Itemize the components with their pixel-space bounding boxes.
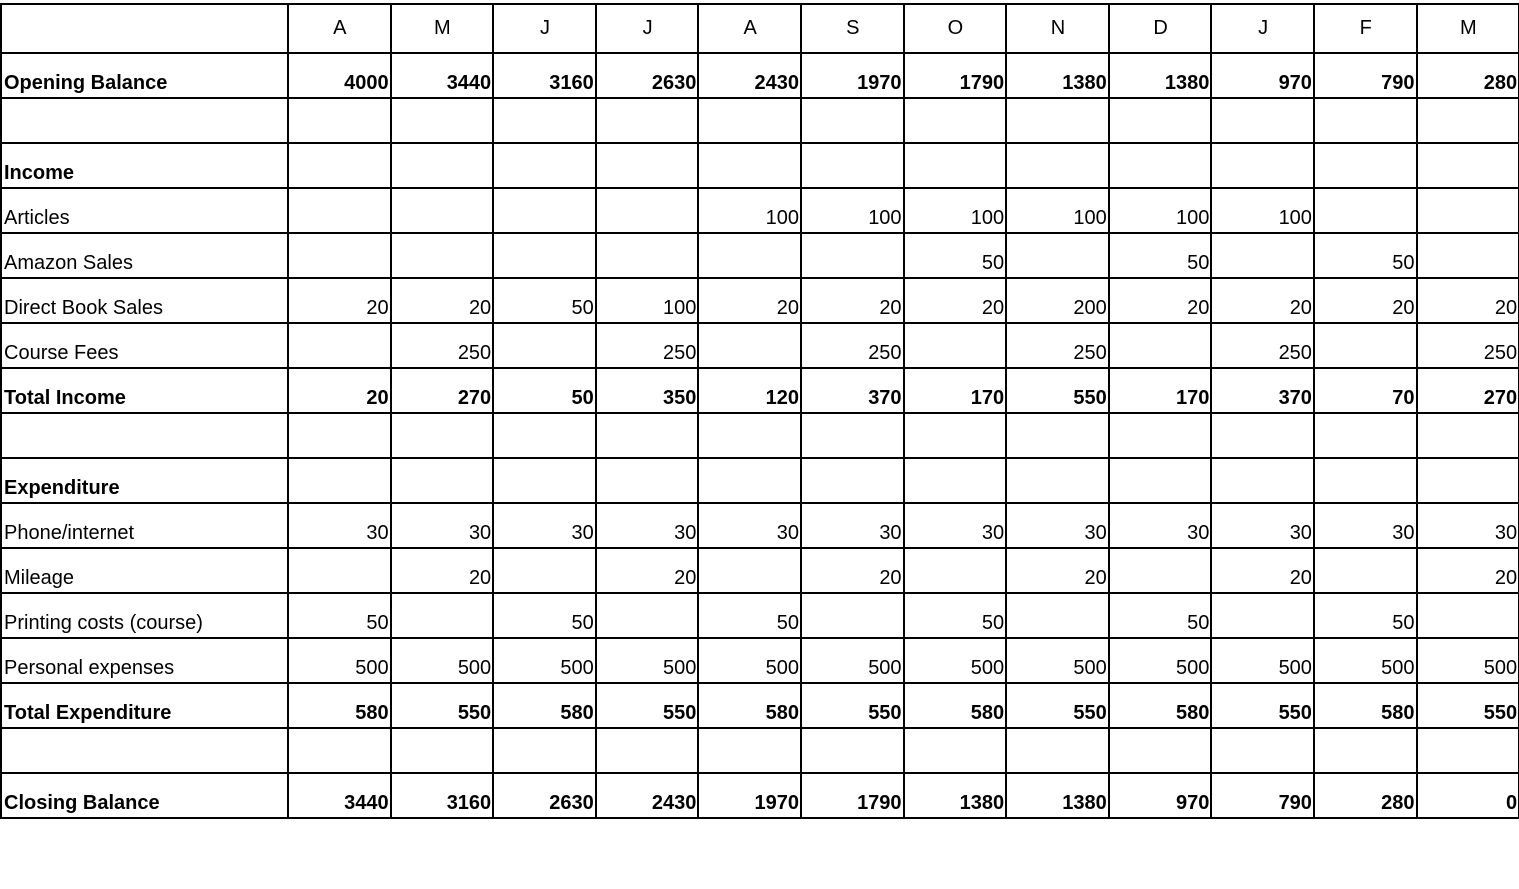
value-cell[interactable] bbox=[1417, 728, 1519, 773]
value-cell[interactable] bbox=[698, 413, 801, 458]
table-row bbox=[1, 188, 1519, 233]
value-cell[interactable] bbox=[698, 728, 801, 773]
value-cell[interactable]: 550 bbox=[596, 683, 699, 728]
value-cell[interactable] bbox=[1314, 143, 1417, 188]
value-cell[interactable] bbox=[288, 728, 391, 773]
row-label-cell[interactable]: Total Income bbox=[1, 368, 288, 413]
value-cell[interactable]: 250 bbox=[596, 323, 699, 368]
value-cell[interactable] bbox=[1314, 548, 1417, 593]
value-cell[interactable]: 2630 bbox=[493, 773, 596, 818]
value-cell[interactable]: 580 bbox=[493, 683, 596, 728]
value-cell[interactable] bbox=[801, 143, 904, 188]
value-cell[interactable]: 500 bbox=[1417, 638, 1519, 683]
value-cell[interactable]: 20 bbox=[1211, 548, 1314, 593]
month-header[interactable]: J bbox=[493, 4, 596, 53]
value-cell[interactable]: 30 bbox=[288, 503, 391, 548]
value-cell[interactable] bbox=[493, 458, 596, 503]
month-header-row bbox=[1, 4, 1519, 53]
value-cell[interactable] bbox=[391, 458, 494, 503]
table-row bbox=[1, 773, 1519, 818]
value-cell[interactable]: 30 bbox=[1314, 503, 1417, 548]
row-label-cell[interactable]: Expenditure bbox=[1, 458, 288, 503]
value-cell[interactable]: 550 bbox=[801, 683, 904, 728]
value-cell[interactable]: 50 bbox=[1109, 593, 1212, 638]
value-cell[interactable] bbox=[1006, 593, 1109, 638]
value-cell[interactable]: 580 bbox=[904, 683, 1007, 728]
table-row bbox=[1, 278, 1519, 323]
value-cell[interactable] bbox=[1109, 323, 1212, 368]
value-cell[interactable] bbox=[1314, 413, 1417, 458]
value-cell[interactable] bbox=[698, 233, 801, 278]
value-cell[interactable]: 50 bbox=[904, 593, 1007, 638]
value-cell[interactable] bbox=[1417, 98, 1519, 143]
value-cell[interactable] bbox=[1006, 98, 1109, 143]
value-cell[interactable]: 20 bbox=[288, 278, 391, 323]
value-cell[interactable] bbox=[391, 593, 494, 638]
table-row bbox=[1, 413, 1519, 458]
value-cell[interactable]: 170 bbox=[904, 368, 1007, 413]
value-cell[interactable]: 790 bbox=[1211, 773, 1314, 818]
value-cell[interactable]: 580 bbox=[698, 683, 801, 728]
value-cell[interactable]: 3160 bbox=[391, 773, 494, 818]
value-cell[interactable] bbox=[493, 98, 596, 143]
value-cell[interactable] bbox=[1109, 458, 1212, 503]
value-cell[interactable]: 500 bbox=[493, 638, 596, 683]
table-row bbox=[1, 503, 1519, 548]
value-cell[interactable]: 20 bbox=[698, 278, 801, 323]
value-cell[interactable]: 250 bbox=[1417, 323, 1519, 368]
value-cell[interactable]: 3160 bbox=[493, 53, 596, 98]
value-cell[interactable]: 20 bbox=[1211, 278, 1314, 323]
value-cell[interactable] bbox=[1211, 98, 1314, 143]
value-cell[interactable] bbox=[1417, 233, 1519, 278]
value-cell[interactable]: 580 bbox=[1314, 683, 1417, 728]
value-cell[interactable]: 100 bbox=[596, 278, 699, 323]
value-cell[interactable]: 580 bbox=[1109, 683, 1212, 728]
value-cell[interactable] bbox=[801, 728, 904, 773]
value-cell[interactable]: 2430 bbox=[596, 773, 699, 818]
value-cell[interactable]: 120 bbox=[698, 368, 801, 413]
row-label-cell[interactable]: Course Fees bbox=[1, 323, 288, 368]
month-header[interactable]: M bbox=[1417, 4, 1519, 53]
value-cell[interactable]: 1380 bbox=[1006, 53, 1109, 98]
value-cell[interactable]: 30 bbox=[493, 503, 596, 548]
table-row bbox=[1, 53, 1519, 98]
value-cell[interactable] bbox=[391, 188, 494, 233]
value-cell[interactable]: 100 bbox=[1006, 188, 1109, 233]
month-header[interactable]: N bbox=[1006, 4, 1109, 53]
row-label-cell[interactable]: Closing Balance bbox=[1, 773, 288, 818]
table-row bbox=[1, 323, 1519, 368]
value-cell[interactable] bbox=[596, 728, 699, 773]
value-cell[interactable]: 500 bbox=[1211, 638, 1314, 683]
value-cell[interactable]: 970 bbox=[1109, 773, 1212, 818]
value-cell[interactable]: 20 bbox=[1417, 548, 1519, 593]
value-cell[interactable]: 20 bbox=[801, 548, 904, 593]
value-cell[interactable] bbox=[288, 413, 391, 458]
value-cell[interactable]: 250 bbox=[801, 323, 904, 368]
row-label-cell[interactable]: Mileage bbox=[1, 548, 288, 593]
value-cell[interactable] bbox=[1417, 593, 1519, 638]
value-cell[interactable] bbox=[1006, 233, 1109, 278]
value-cell[interactable] bbox=[698, 458, 801, 503]
value-cell[interactable]: 500 bbox=[288, 638, 391, 683]
value-cell[interactable]: 2630 bbox=[596, 53, 699, 98]
value-cell[interactable]: 970 bbox=[1211, 53, 1314, 98]
value-cell[interactable] bbox=[1417, 458, 1519, 503]
value-cell[interactable]: 500 bbox=[1006, 638, 1109, 683]
value-cell[interactable]: 50 bbox=[698, 593, 801, 638]
value-cell[interactable]: 500 bbox=[596, 638, 699, 683]
value-cell[interactable]: 20 bbox=[1417, 278, 1519, 323]
value-cell[interactable] bbox=[801, 593, 904, 638]
value-cell[interactable]: 100 bbox=[904, 188, 1007, 233]
value-cell[interactable] bbox=[1211, 413, 1314, 458]
row-label-cell[interactable] bbox=[1, 728, 288, 773]
value-cell[interactable]: 280 bbox=[1417, 53, 1519, 98]
value-cell[interactable] bbox=[801, 233, 904, 278]
value-cell[interactable]: 30 bbox=[1417, 503, 1519, 548]
value-cell[interactable] bbox=[288, 548, 391, 593]
value-cell[interactable]: 50 bbox=[1109, 233, 1212, 278]
value-cell[interactable]: 500 bbox=[801, 638, 904, 683]
value-cell[interactable] bbox=[391, 728, 494, 773]
value-cell[interactable] bbox=[1417, 143, 1519, 188]
value-cell[interactable]: 20 bbox=[391, 548, 494, 593]
value-cell[interactable]: 100 bbox=[801, 188, 904, 233]
value-cell[interactable] bbox=[904, 548, 1007, 593]
value-cell[interactable]: 1970 bbox=[801, 53, 904, 98]
value-cell[interactable]: 1790 bbox=[801, 773, 904, 818]
table-row bbox=[1, 593, 1519, 638]
corner-cell[interactable] bbox=[1, 4, 288, 53]
value-cell[interactable]: 100 bbox=[1109, 188, 1212, 233]
value-cell[interactable] bbox=[904, 143, 1007, 188]
value-cell[interactable]: 250 bbox=[1006, 323, 1109, 368]
value-cell[interactable] bbox=[493, 188, 596, 233]
value-cell[interactable]: 100 bbox=[1211, 188, 1314, 233]
value-cell[interactable]: 20 bbox=[391, 278, 494, 323]
table-row bbox=[1, 548, 1519, 593]
value-cell[interactable]: 280 bbox=[1314, 773, 1417, 818]
value-cell[interactable] bbox=[1109, 98, 1212, 143]
month-header[interactable]: A bbox=[698, 4, 801, 53]
value-cell[interactable]: 580 bbox=[288, 683, 391, 728]
value-cell[interactable]: 3440 bbox=[288, 773, 391, 818]
value-cell[interactable] bbox=[493, 143, 596, 188]
value-cell[interactable] bbox=[493, 413, 596, 458]
value-cell[interactable] bbox=[596, 98, 699, 143]
cashflow-table bbox=[0, 3, 1519, 819]
value-cell[interactable] bbox=[904, 323, 1007, 368]
value-cell[interactable]: 550 bbox=[391, 683, 494, 728]
value-cell[interactable]: 50 bbox=[493, 593, 596, 638]
value-cell[interactable]: 1380 bbox=[1109, 53, 1212, 98]
month-header[interactable]: M bbox=[391, 4, 494, 53]
value-cell[interactable]: 500 bbox=[1109, 638, 1212, 683]
value-cell[interactable]: 30 bbox=[391, 503, 494, 548]
value-cell[interactable] bbox=[1314, 323, 1417, 368]
value-cell[interactable] bbox=[1211, 728, 1314, 773]
value-cell[interactable] bbox=[1417, 188, 1519, 233]
value-cell[interactable]: 4000 bbox=[288, 53, 391, 98]
value-cell[interactable] bbox=[1314, 188, 1417, 233]
value-cell[interactable] bbox=[596, 413, 699, 458]
value-cell[interactable] bbox=[391, 413, 494, 458]
value-cell[interactable]: 30 bbox=[801, 503, 904, 548]
row-label-cell[interactable]: Income bbox=[1, 143, 288, 188]
row-label-cell[interactable]: Personal expenses bbox=[1, 638, 288, 683]
value-cell[interactable]: 550 bbox=[1006, 368, 1109, 413]
table-body bbox=[1, 4, 1519, 818]
month-header[interactable]: D bbox=[1109, 4, 1212, 53]
value-cell[interactable] bbox=[288, 233, 391, 278]
month-header[interactable]: F bbox=[1314, 4, 1417, 53]
value-cell[interactable]: 1380 bbox=[1006, 773, 1109, 818]
month-header[interactable]: O bbox=[904, 4, 1007, 53]
value-cell[interactable] bbox=[801, 98, 904, 143]
value-cell[interactable] bbox=[1109, 143, 1212, 188]
value-cell[interactable]: 550 bbox=[1211, 683, 1314, 728]
value-cell[interactable] bbox=[1006, 458, 1109, 503]
value-cell[interactable] bbox=[1109, 413, 1212, 458]
value-cell[interactable] bbox=[288, 188, 391, 233]
table-row bbox=[1, 458, 1519, 503]
value-cell[interactable]: 20 bbox=[1109, 278, 1212, 323]
value-cell[interactable]: 270 bbox=[1417, 368, 1519, 413]
value-cell[interactable] bbox=[596, 233, 699, 278]
value-cell[interactable]: 50 bbox=[493, 368, 596, 413]
value-cell[interactable] bbox=[1314, 98, 1417, 143]
value-cell[interactable]: 20 bbox=[596, 548, 699, 593]
value-cell[interactable]: 3440 bbox=[391, 53, 494, 98]
value-cell[interactable] bbox=[1211, 233, 1314, 278]
value-cell[interactable] bbox=[493, 323, 596, 368]
value-cell[interactable]: 170 bbox=[1109, 368, 1212, 413]
value-cell[interactable] bbox=[904, 413, 1007, 458]
value-cell[interactable]: 30 bbox=[1211, 503, 1314, 548]
value-cell[interactable]: 790 bbox=[1314, 53, 1417, 98]
value-cell[interactable] bbox=[288, 98, 391, 143]
value-cell[interactable] bbox=[1109, 548, 1212, 593]
month-header[interactable]: S bbox=[801, 4, 904, 53]
value-cell[interactable] bbox=[698, 98, 801, 143]
value-cell[interactable]: 250 bbox=[391, 323, 494, 368]
value-cell[interactable]: 550 bbox=[1417, 683, 1519, 728]
value-cell[interactable]: 30 bbox=[1006, 503, 1109, 548]
row-label-cell[interactable]: Amazon Sales bbox=[1, 233, 288, 278]
value-cell[interactable]: 350 bbox=[596, 368, 699, 413]
value-cell[interactable] bbox=[698, 548, 801, 593]
value-cell[interactable]: 500 bbox=[698, 638, 801, 683]
value-cell[interactable]: 50 bbox=[493, 278, 596, 323]
month-header[interactable]: J bbox=[596, 4, 699, 53]
value-cell[interactable] bbox=[288, 458, 391, 503]
table-row bbox=[1, 638, 1519, 683]
value-cell[interactable]: 20 bbox=[288, 368, 391, 413]
value-cell[interactable] bbox=[801, 458, 904, 503]
value-cell[interactable]: 370 bbox=[1211, 368, 1314, 413]
value-cell[interactable]: 2430 bbox=[698, 53, 801, 98]
value-cell[interactable]: 70 bbox=[1314, 368, 1417, 413]
table-row bbox=[1, 683, 1519, 728]
value-cell[interactable]: 500 bbox=[904, 638, 1007, 683]
value-cell[interactable]: 100 bbox=[698, 188, 801, 233]
value-cell[interactable] bbox=[1006, 143, 1109, 188]
value-cell[interactable]: 250 bbox=[1211, 323, 1314, 368]
value-cell[interactable]: 50 bbox=[1314, 593, 1417, 638]
value-cell[interactable]: 20 bbox=[1006, 548, 1109, 593]
value-cell[interactable]: 50 bbox=[904, 233, 1007, 278]
row-label-cell[interactable]: Total Expenditure bbox=[1, 683, 288, 728]
value-cell[interactable]: 50 bbox=[1314, 233, 1417, 278]
value-cell[interactable]: 500 bbox=[391, 638, 494, 683]
value-cell[interactable] bbox=[904, 728, 1007, 773]
value-cell[interactable]: 30 bbox=[596, 503, 699, 548]
table-row bbox=[1, 98, 1519, 143]
row-label-cell[interactable] bbox=[1, 413, 288, 458]
row-label-cell[interactable]: Phone/internet bbox=[1, 503, 288, 548]
value-cell[interactable] bbox=[904, 98, 1007, 143]
value-cell[interactable] bbox=[1006, 728, 1109, 773]
value-cell[interactable]: 30 bbox=[698, 503, 801, 548]
table-row bbox=[1, 233, 1519, 278]
value-cell[interactable]: 30 bbox=[904, 503, 1007, 548]
value-cell[interactable] bbox=[596, 593, 699, 638]
value-cell[interactable]: 200 bbox=[1006, 278, 1109, 323]
value-cell[interactable] bbox=[288, 143, 391, 188]
value-cell[interactable] bbox=[391, 233, 494, 278]
value-cell[interactable] bbox=[1109, 728, 1212, 773]
month-header[interactable]: A bbox=[288, 4, 391, 53]
row-label-cell[interactable]: Articles bbox=[1, 188, 288, 233]
row-label-cell[interactable] bbox=[1, 98, 288, 143]
value-cell[interactable] bbox=[1314, 458, 1417, 503]
table-row bbox=[1, 368, 1519, 413]
value-cell[interactable] bbox=[596, 143, 699, 188]
value-cell[interactable] bbox=[1417, 413, 1519, 458]
value-cell[interactable]: 0 bbox=[1417, 773, 1519, 818]
value-cell[interactable]: 20 bbox=[904, 278, 1007, 323]
value-cell[interactable]: 500 bbox=[1314, 638, 1417, 683]
row-label-cell[interactable]: Printing costs (course) bbox=[1, 593, 288, 638]
value-cell[interactable] bbox=[288, 323, 391, 368]
value-cell[interactable] bbox=[391, 98, 494, 143]
value-cell[interactable] bbox=[698, 143, 801, 188]
row-label-cell[interactable]: Opening Balance bbox=[1, 53, 288, 98]
value-cell[interactable] bbox=[1211, 593, 1314, 638]
table-row bbox=[1, 143, 1519, 188]
row-label-cell[interactable]: Direct Book Sales bbox=[1, 278, 288, 323]
value-cell[interactable]: 1970 bbox=[698, 773, 801, 818]
value-cell[interactable]: 20 bbox=[801, 278, 904, 323]
value-cell[interactable] bbox=[698, 323, 801, 368]
value-cell[interactable]: 370 bbox=[801, 368, 904, 413]
value-cell[interactable] bbox=[1211, 143, 1314, 188]
value-cell[interactable] bbox=[904, 458, 1007, 503]
value-cell[interactable] bbox=[801, 413, 904, 458]
value-cell[interactable] bbox=[1006, 413, 1109, 458]
value-cell[interactable] bbox=[493, 233, 596, 278]
value-cell[interactable]: 1790 bbox=[904, 53, 1007, 98]
value-cell[interactable] bbox=[596, 188, 699, 233]
value-cell[interactable] bbox=[493, 548, 596, 593]
value-cell[interactable]: 50 bbox=[288, 593, 391, 638]
table-row bbox=[1, 728, 1519, 773]
value-cell[interactable] bbox=[596, 458, 699, 503]
value-cell[interactable] bbox=[1314, 728, 1417, 773]
month-header[interactable]: J bbox=[1211, 4, 1314, 53]
value-cell[interactable] bbox=[1211, 458, 1314, 503]
value-cell[interactable]: 270 bbox=[391, 368, 494, 413]
value-cell[interactable]: 20 bbox=[1314, 278, 1417, 323]
value-cell[interactable]: 1380 bbox=[904, 773, 1007, 818]
value-cell[interactable] bbox=[391, 143, 494, 188]
value-cell[interactable]: 30 bbox=[1109, 503, 1212, 548]
value-cell[interactable]: 550 bbox=[1006, 683, 1109, 728]
value-cell[interactable] bbox=[493, 728, 596, 773]
